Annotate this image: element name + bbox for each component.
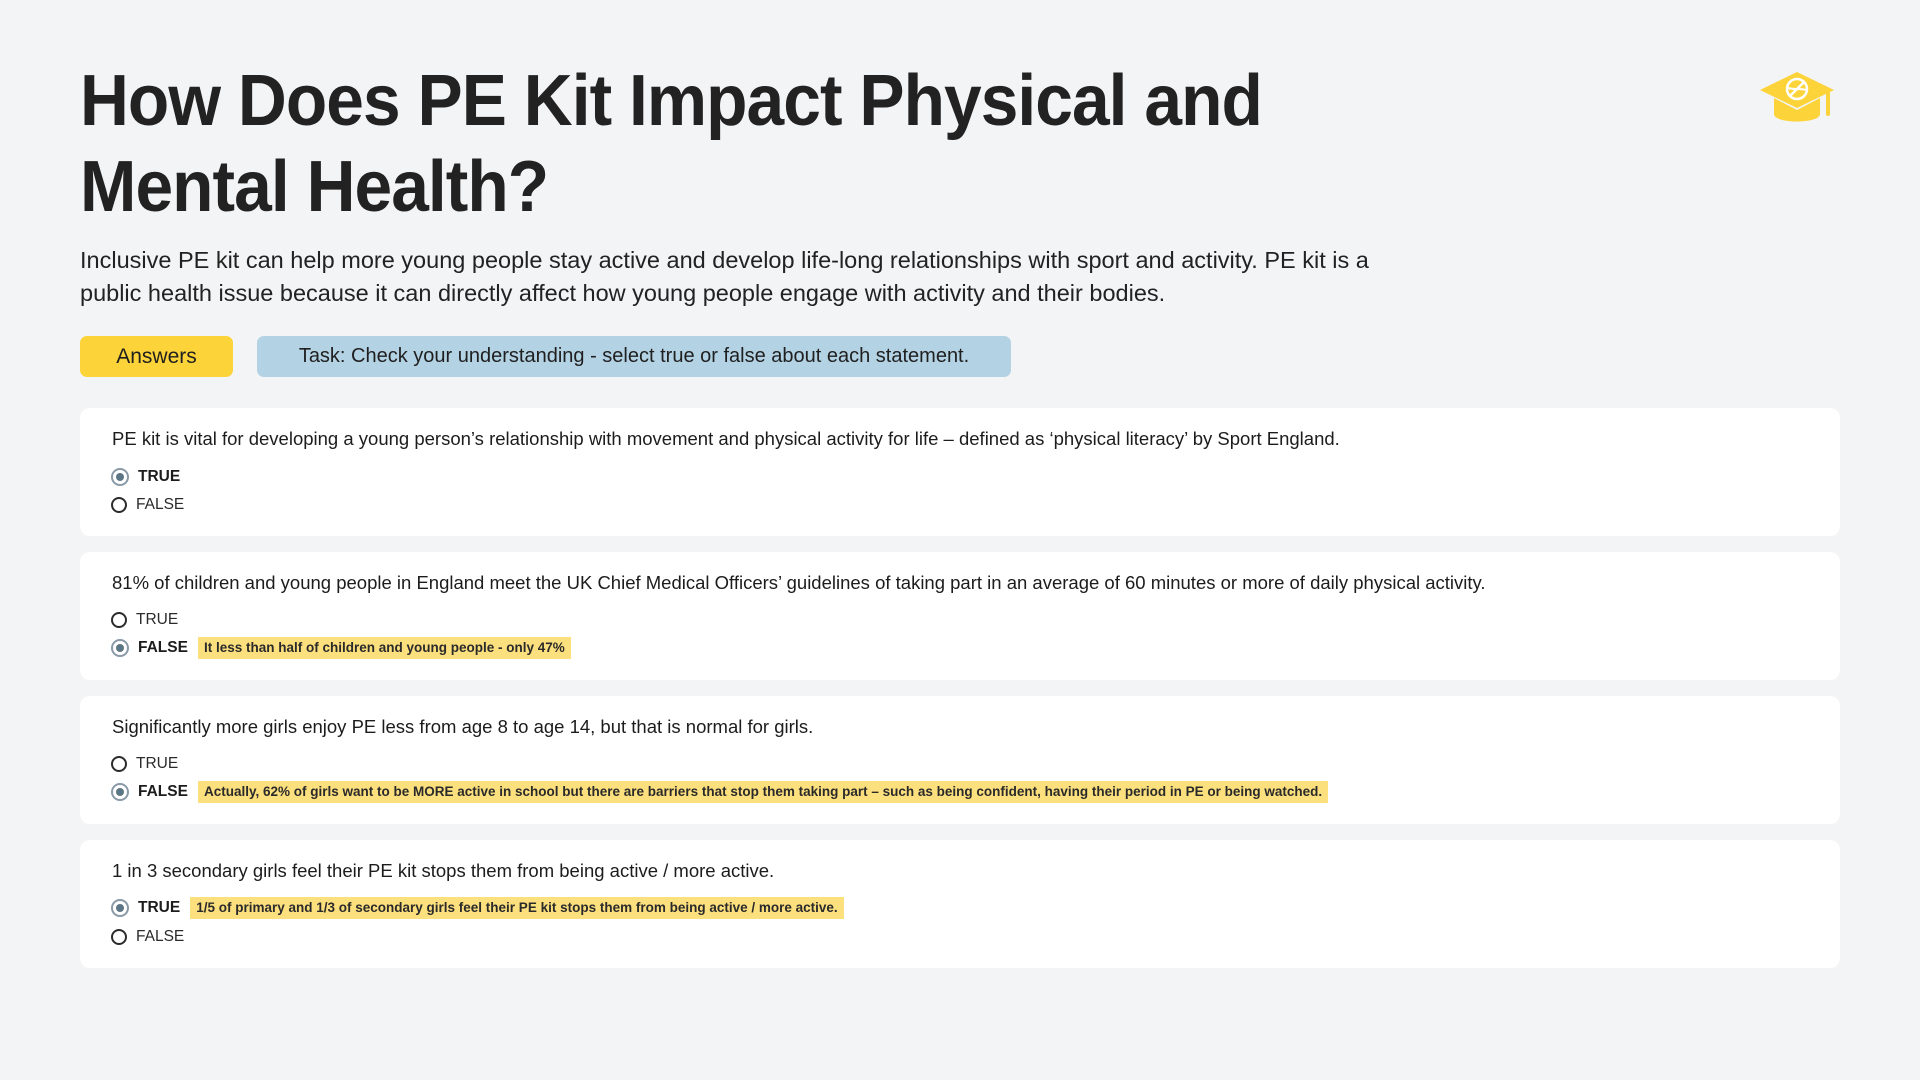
false-label: FALSE bbox=[138, 783, 188, 800]
answers-button[interactable]: Answers bbox=[80, 336, 233, 377]
question-text: PE kit is vital for developing a young person’s relationship with movement and physical activity for life – defined as ‘physical literacy’ by Sport England. bbox=[112, 428, 1340, 449]
false-label: FALSE bbox=[136, 928, 185, 945]
graduation-cap-icon bbox=[1758, 68, 1836, 132]
question-text: 1 in 3 secondary girls feel their PE kit stops them from being active / more active. bbox=[112, 860, 775, 881]
false-label: FALSE bbox=[136, 496, 185, 513]
true-label: TRUE bbox=[136, 611, 179, 628]
question-card bbox=[80, 696, 1840, 824]
false-radio[interactable] bbox=[111, 639, 129, 657]
question-card bbox=[80, 552, 1840, 680]
true-radio[interactable] bbox=[111, 756, 127, 772]
true-label: TRUE bbox=[138, 899, 181, 916]
true-option[interactable] bbox=[111, 752, 178, 776]
false-option[interactable] bbox=[111, 925, 184, 949]
true-label: TRUE bbox=[136, 755, 179, 772]
false-label: FALSE bbox=[138, 639, 188, 656]
answer-feedback: 1/5 of primary and 1/3 of secondary girls feel their PE kit stops them from being active / more active. bbox=[190, 897, 843, 919]
false-option[interactable] bbox=[111, 636, 571, 660]
question-text: 81% of children and young people in England meet the UK Chief Medical Officers’ guidelines of taking part in an average of 60 minutes or more of daily physical activity. bbox=[112, 572, 1486, 593]
false-option[interactable] bbox=[111, 493, 184, 517]
true-radio[interactable] bbox=[111, 612, 127, 628]
true-option[interactable] bbox=[111, 896, 844, 920]
false-radio[interactable] bbox=[111, 929, 127, 945]
answer-feedback: It less than half of children and young people - only 47% bbox=[198, 637, 571, 659]
question-text: Significantly more girls enjoy PE less from age 8 to age 14, but that is normal for girls. bbox=[112, 716, 814, 737]
false-radio[interactable] bbox=[111, 497, 127, 513]
true-radio[interactable] bbox=[111, 468, 129, 486]
true-label: TRUE bbox=[138, 468, 181, 485]
page-title: How Does PE Kit Impact Physical and Mental Health? bbox=[80, 61, 1262, 227]
false-option[interactable] bbox=[111, 780, 1328, 804]
answer-feedback: Actually, 62% of girls want to be MORE active in school but there are barriers that stop them taking part – such as being confident, having their period in PE or being watched. bbox=[198, 781, 1328, 803]
question-card bbox=[80, 408, 1840, 536]
false-radio[interactable] bbox=[111, 783, 129, 801]
question-card bbox=[80, 840, 1840, 968]
true-option[interactable] bbox=[111, 465, 180, 489]
true-option[interactable] bbox=[111, 608, 178, 632]
true-radio[interactable] bbox=[111, 899, 129, 917]
intro-paragraph: Inclusive PE kit can help more young people stay active and develop life-long relationships with sport and activity. PE kit is a public health issue because it can directly affect how young people engage with activity and their bodies. bbox=[80, 247, 1369, 306]
task-banner: Task: Check your understanding - select true or false about each statement. bbox=[257, 336, 1011, 377]
